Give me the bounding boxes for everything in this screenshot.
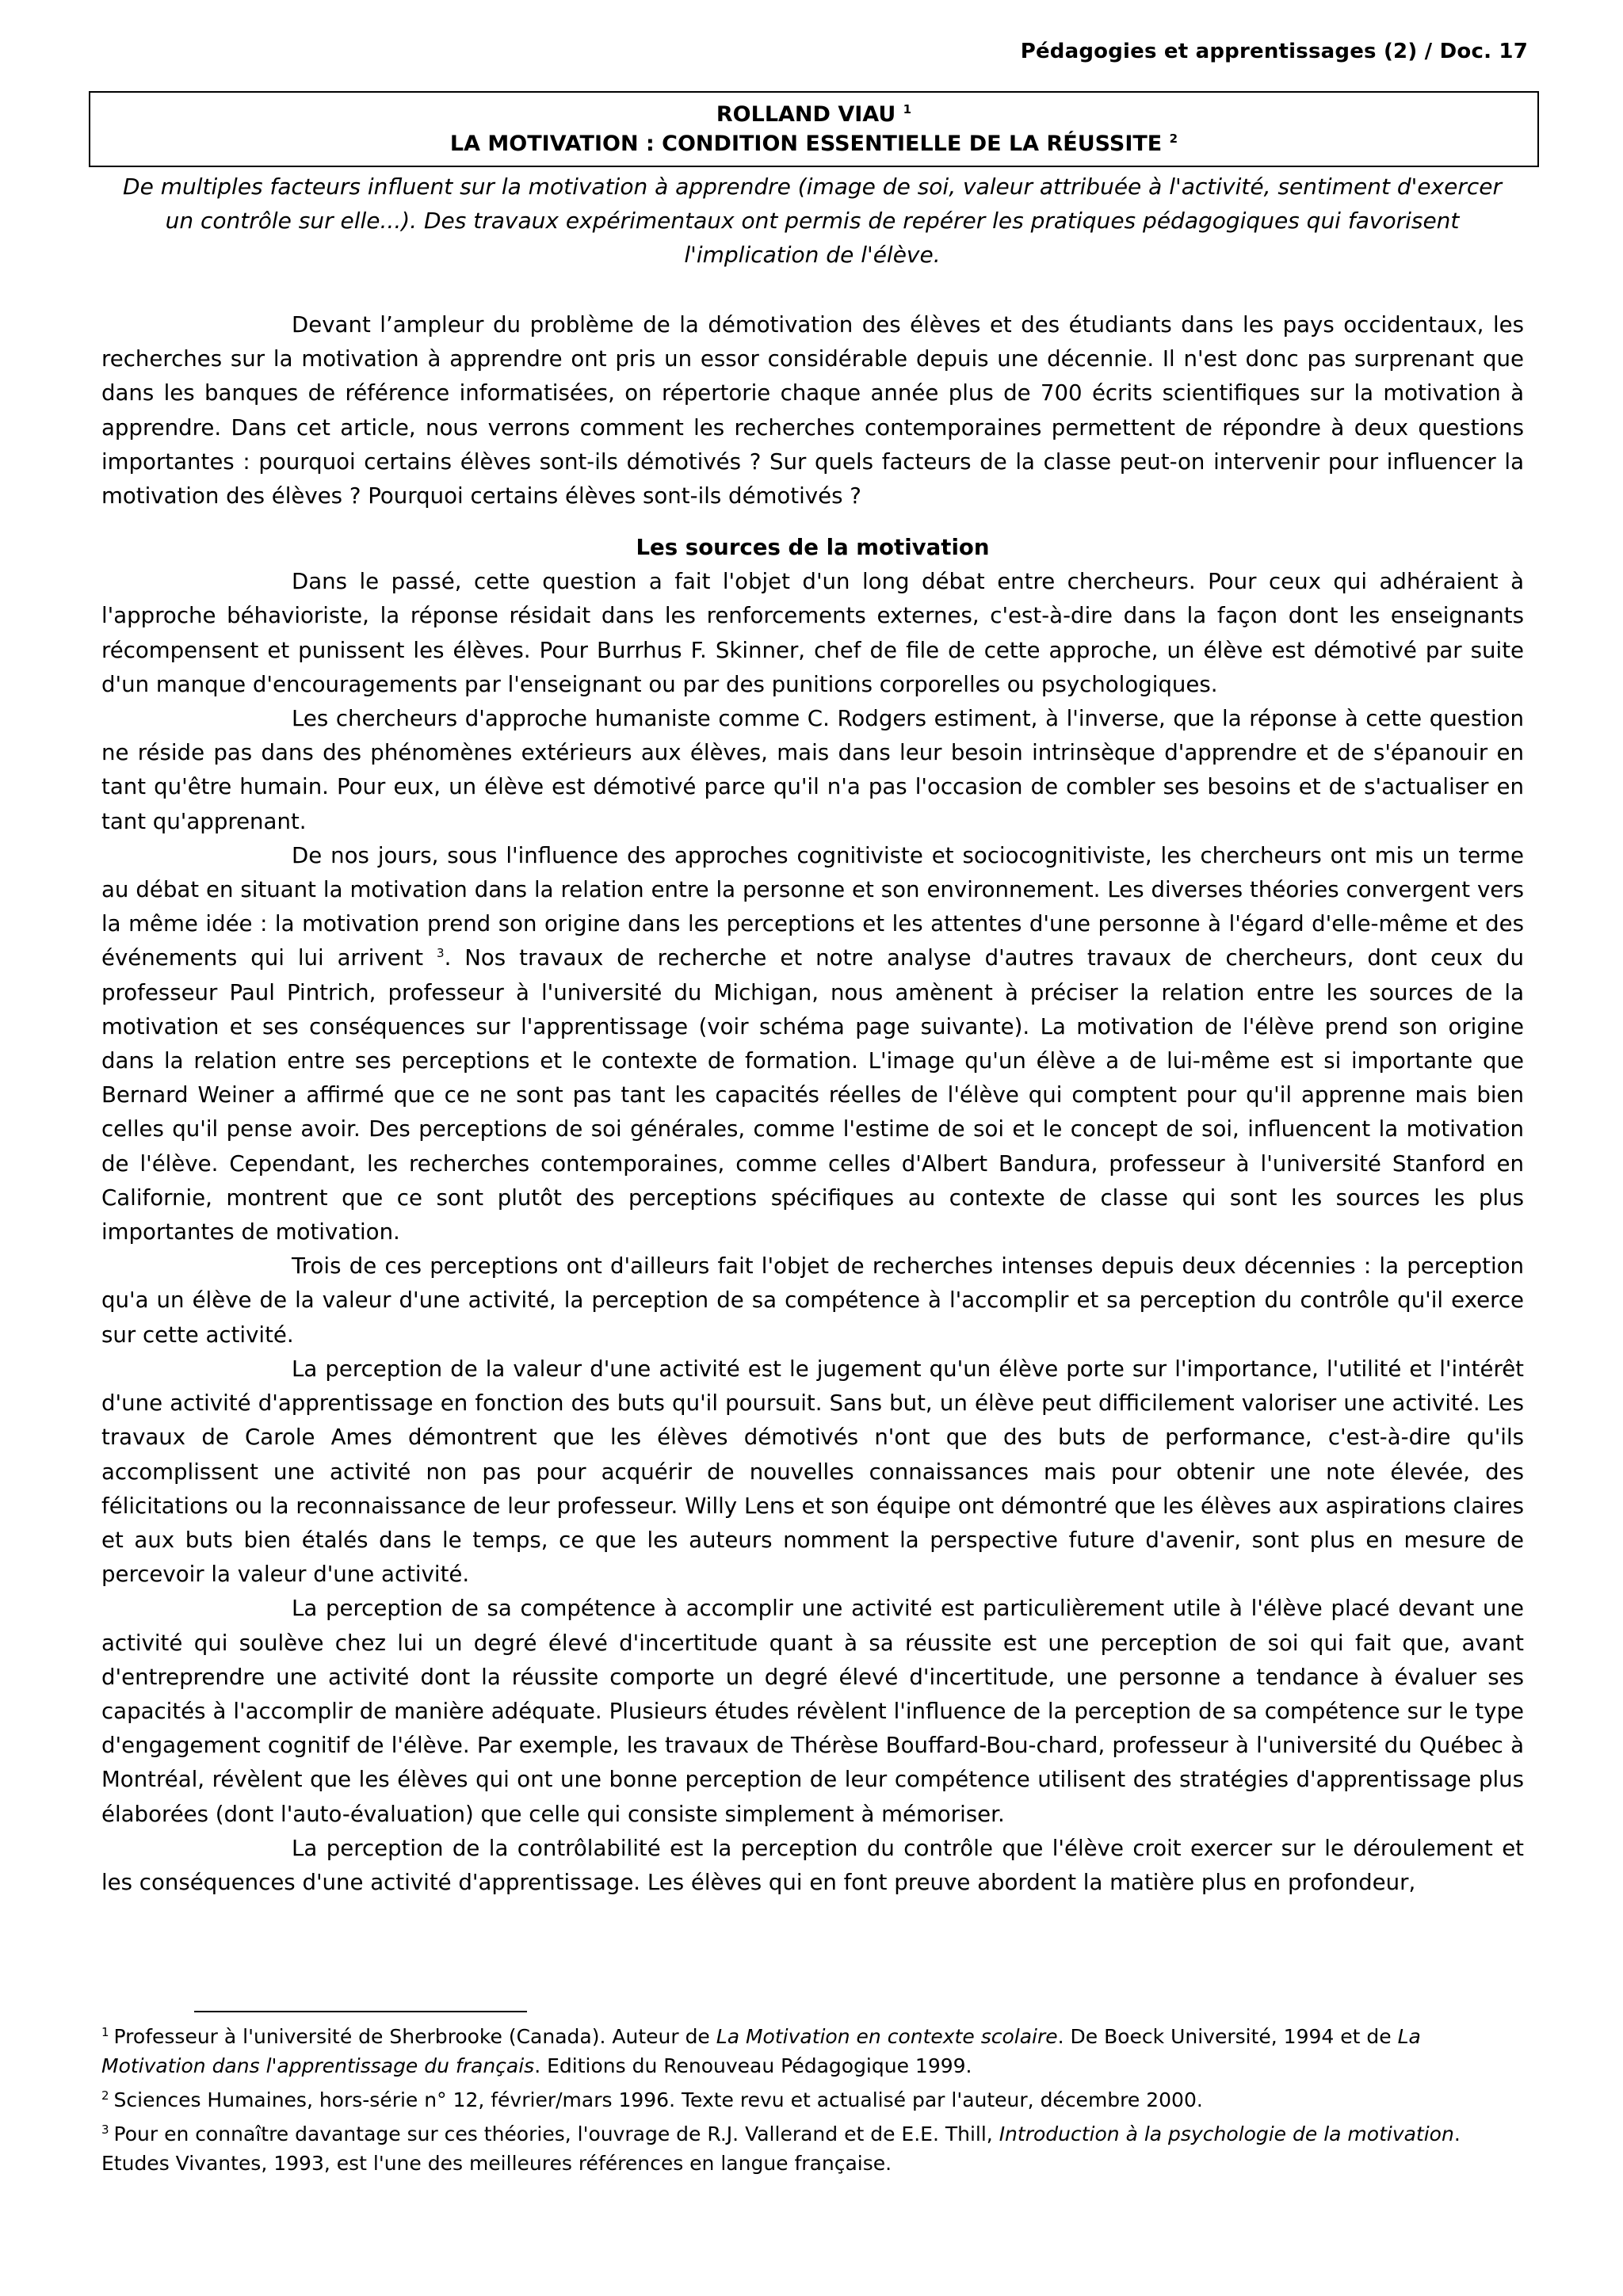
author-line	[90, 101, 1537, 129]
footnote-2-mark: 2	[101, 2088, 109, 2103]
footnote-2	[101, 2085, 1524, 2115]
footnote-1-book-title-2: La Motivation dans l'apprentissage du français	[101, 2025, 1421, 2077]
article-body	[101, 307, 1524, 1899]
paragraph-behaviorism: Dans le passé, cette question a fait l'objet d'un long débat entre chercheurs. Pour ceux qui adhéraient à l'approche béhavioriste, la réponse résidait dans les renforcements externes, c'est-à-dire dans la façon dont les enseignants récompensent et punissent les élèves. Pour Burrhus F. Skinner, chef de file de cette approche, un élève est démotivé par suite d'un manque d'encouragements par l'enseignant ou par des punitions corporelles ou psychologiques.	[101, 568, 1524, 697]
intro-paragraph: Devant l’ampleur du problème de la démotivation des élèves et des étudiants dans les pays occidentaux, les recherches sur la motivation à apprendre ont pris un essor considérable depuis une décennie. Il n'est donc pas surprenant que dans les banques de référence informatisées, on répertorie chaque année plus de 700 écrits scientifiques sur la motivation à apprendre. Dans cet article, nous verrons comment les recherches contemporaines permettent de répondre à deux questions importantes : pourquoi certains élèves sont-ils démotivés ? Sur quels facteurs de la classe peut-on intervenir pour influencer la motivation des élèves ? Pourquoi certains élèves sont-ils démotivés ?	[101, 311, 1524, 509]
footnote-1-text-a: Professeur à l'université de Sherbrooke (Canada). Auteur de	[113, 2025, 716, 2048]
footnotes	[101, 2022, 1524, 2183]
title-box	[89, 91, 1539, 167]
abstract: De multiples facteurs influent sur la motivation à apprendre (image de soi, valeur attribuée à l'activité, sentiment d'exercer un contrôle sur elle...). Des travaux expérimentaux ont permis de repérer les pratiques pédagogiques qui favorisent l'implication de l'élève.	[123, 174, 1502, 268]
section-heading: Les sources de la motivation	[636, 534, 990, 561]
footnote-3-text-b: . Etudes Vivantes, 1993, est l'une des meilleures références en langue française.	[101, 2122, 1461, 2175]
headline-line	[90, 129, 1537, 159]
paragraph-controllability: La perception de la contrôlabilité est la perception du contrôle que l'élève croit exercer sur le déroulement et les conséquences d'une activité d'apprentissage. Les élèves qui en font preuve abordent la matière plus en profondeur,	[101, 1834, 1524, 1895]
paragraph-cognitivism-part-a: De nos jours, sous l'influence des approches cognitiviste et sociocognitiviste, les chercheurs ont mis un terme au débat en situant la motivation dans la relation entre la personne et son environnement. Les diverses théories convergent vers la même idée : la motivation prend son origine dans les perceptions et les attentes d'une personne à l'égard d'elle-même et des événements qui lui arrivent	[101, 841, 1524, 971]
footnote-1-mark: 1	[101, 2024, 109, 2039]
footnote-ref-1[interactable]: 1	[903, 102, 912, 116]
footnote-separator	[194, 2011, 527, 2012]
footnote-2-text: Sciences Humaines, hors-série n° 12, février/mars 1996. Texte revu et actualisé par l'auteur, décembre 2000.	[113, 2088, 1203, 2111]
footnote-3-text-a: Pour en connaître davantage sur ces théories, l'ouvrage de R.J. Vallerand et de E.E. Thill,	[113, 2122, 999, 2145]
footnote-1-text-c: . Editions du Renouveau Pédagogique 1999.	[534, 2054, 972, 2077]
footnote-ref-3[interactable]: 3	[437, 946, 445, 961]
article-title: LA MOTIVATION : CONDITION ESSENTIELLE DE LA RÉUSSITE	[449, 132, 1163, 156]
author-name: ROLLAND VIAU	[716, 102, 896, 127]
footnote-3	[101, 2119, 1524, 2178]
paragraph-value: La perception de la valeur d'une activité est le jugement qu'un élève porte sur l'importance, l'utilité et l'intérêt d'une activité d'apprentissage en fonction des buts qu'il poursuit. Sans but, un élève peut difficilement valoriser une activité. Les travaux de Carole Ames démontrent que les élèves démotivés n'ont que des buts de performance, c'est-à-dire qu'ils accomplissent une activité non pas pour acquérir de nouvelles connaissances mais pour obtenir une note élevée, des félicitations ou la reconnaissance de leur professeur. Willy Lens et son équipe ont démontré que les élèves aux aspirations claires et aux buts bien étalés dans le temps, ce que les auteurs nomment la perspective future d'avenir, sont plus en mesure de percevoir la valeur d'une activité.	[101, 1355, 1524, 1588]
running-header: Pédagogies et apprentissages (2) / Doc. 17	[1020, 40, 1528, 63]
paragraph-three-perceptions: Trois de ces perceptions ont d'ailleurs fait l'objet de recherches intenses depuis deux décennies : la perception qu'a un élève de la valeur d'une activité, la perception de sa compétence à l'accomplir et sa perception du contrôle qu'il exerce sur cette activité.	[101, 1253, 1524, 1348]
paragraph-cognitivism-part-b: . Nos travaux de recherche et notre analyse d'autres travaux de chercheurs, dont ceux du professeur Paul Pintrich, professeur à l'université du Michigan, nous amènent à préciser la relation entre les sources de la motivation et ses conséquences sur l'apprentissage (voir schéma page suivante). La motivation de l'élève prend son origine dans la relation entre ses perceptions et le contexte de formation. L'image qu'un élève a de lui-même est si importante que Bernard Weiner a affirmé que ce ne sont pas tant les capacités réelles de l'élève qui comptent pour qu'il apprenne mais bien celles qu'il pense avoir. Des perceptions de soi générales, comme l'estime de soi et le concept de soi, influencent la motivation de l'élève. Cependant, les recherches contemporaines, comme celles d'Albert Bandura, professeur à l'université Stanford en Californie, montrent que ce sont plutôt des perceptions spécifiques au contexte de classe qui sont les sources les plus importantes de motivation.	[101, 944, 1524, 1245]
paragraph-cognitivism	[101, 838, 1524, 1249]
footnote-1-book-title-1: La Motivation en contexte scolaire	[716, 2025, 1058, 2048]
footnote-3-mark: 3	[101, 2122, 109, 2137]
footnote-ref-2[interactable]: 2	[1169, 132, 1178, 146]
footnote-1	[101, 2022, 1524, 2081]
paragraph-humanism: Les chercheurs d'approche humaniste comme C. Rodgers estiment, à l'inverse, que la réponse à cette question ne réside pas dans des phénomènes extérieurs aux élèves, mais dans leur besoin intrinsèque d'apprendre et de s'épanouir en tant qu'être humain. Pour eux, un élève est démotivé parce qu'il n'a pas l'occasion de combler ses besoins et de s'actualiser en tant qu'apprenant.	[101, 705, 1524, 834]
paragraph-competence: La perception de sa compétence à accomplir une activité est particulièrement utile à l'élève placé devant une activité qui soulève chez lui un degré élevé d'incertitude quant à sa réussite est une perception de soi qui fait que, avant d'entreprendre une activité dont la réussite comporte un degré élevé d'incertitude, une personne a tendance à évaluer ses capacités à l'accomplir de manière adéquate. Plusieurs études révèlent l'influence de la perception de sa compétence sur le type d'engagement cognitif de l'élève. Par exemple, les travaux de Thérèse Bouffard-Bou-chard, professeur à l'université du Québec à Montréal, révèlent que les élèves qui ont une bonne perception de leur compétence utilisent des stratégies d'apprentissage plus élaborées (dont l'auto-évaluation) que celle qui consiste simplement à mémoriser.	[101, 1595, 1524, 1827]
footnote-1-text-b: . De Boeck Université, 1994 et de	[1057, 2025, 1398, 2048]
footnote-3-book-title: Introduction à la psychologie de la motivation	[999, 2122, 1454, 2145]
